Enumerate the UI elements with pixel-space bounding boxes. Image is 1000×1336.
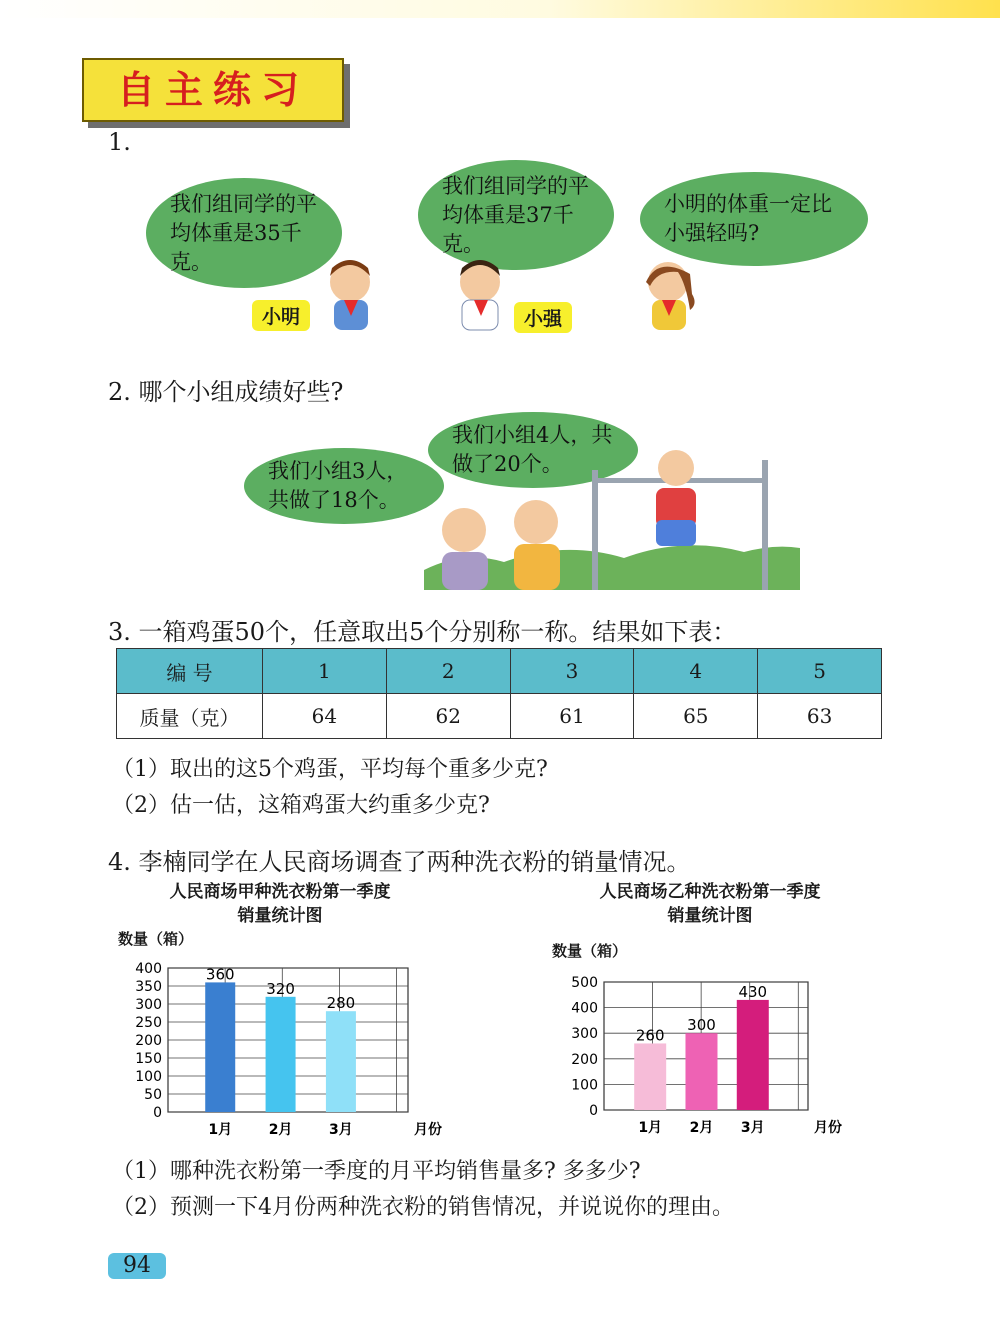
y-tick-label: 250: [135, 1015, 162, 1031]
top-color-bar: [0, 0, 1000, 18]
bar-value-label: 320: [266, 979, 295, 998]
q4-sub2: （2）预测一下4月份两种洗衣粉的销售情况，并说说你的理由。: [112, 1195, 734, 1220]
bar: [685, 1033, 717, 1110]
name-tag-xiaoming: 小明: [252, 300, 310, 331]
table-row-label: 质量（克）: [117, 694, 263, 739]
y-tick-label: 100: [571, 1077, 598, 1094]
y-tick-label: 300: [571, 1026, 598, 1043]
egg-weight-table: [116, 648, 882, 739]
table-id-cell: 5: [758, 649, 882, 694]
speech-bubble-2: 我们组同学的平均体重是37千克。: [418, 160, 614, 270]
section-title: 自主练习: [116, 68, 309, 112]
table-id-cell: 4: [634, 649, 758, 694]
chart-b-title-block: [540, 880, 880, 928]
table-id-cell: 1: [263, 649, 387, 694]
chart-a-title-block: [110, 880, 450, 928]
q3-question: 3. 一箱鸡蛋50个，任意取出5个分别称一称。结果如下表：: [108, 618, 737, 646]
x-tick-label: 2月: [689, 1120, 714, 1136]
pull-up-scene-illustration: [424, 440, 804, 590]
bar-value-label: 260: [635, 1026, 665, 1045]
x-tick-label: 3月: [740, 1120, 765, 1136]
bar: [634, 1043, 666, 1110]
y-tick-label: 400: [571, 1000, 598, 1017]
chart-b-ylabel: 数量（箱）: [552, 942, 628, 960]
girl-illustration: [628, 254, 718, 334]
y-tick-label: 400: [135, 961, 162, 977]
q3-sub1: （1）取出的这5个鸡蛋，平均每个重多少克?: [112, 757, 548, 782]
table-weight-cell: 63: [758, 694, 882, 739]
table-header-label: 编 号: [117, 649, 263, 694]
chart-a-title: 人民商场甲种洗衣粉第一季度: [169, 882, 391, 902]
y-tick-label: 0: [153, 1105, 162, 1121]
boy-xiaoming-illustration: [310, 254, 400, 334]
x-axis-label: 月份: [814, 1120, 842, 1136]
x-tick-label: 1月: [208, 1122, 233, 1138]
table-weight-cell: 64: [263, 694, 387, 739]
y-tick-label: 0: [589, 1103, 598, 1119]
y-tick-label: 500: [571, 975, 598, 991]
speech-bubble-1: 我们组同学的平均体重是35千克。: [146, 178, 342, 288]
name-tag-xiaoqiang: 小强: [514, 302, 572, 333]
section-title-banner: [82, 58, 344, 122]
bar-value-label: 430: [738, 982, 768, 1001]
x-axis-label: 月份: [414, 1122, 442, 1138]
y-tick-label: 50: [144, 1087, 162, 1103]
table-weight-cell: 61: [510, 694, 634, 739]
speech-bubble-group3: 我们小组3人，共做了18个。: [244, 448, 444, 524]
chart-b-title: 人民商场乙种洗衣粉第一季度: [599, 882, 821, 902]
y-tick-label: 200: [135, 1033, 162, 1049]
bar: [205, 982, 235, 1112]
y-tick-label: 300: [135, 997, 162, 1013]
bar: [737, 1000, 769, 1110]
y-tick-label: 150: [135, 1051, 162, 1067]
y-tick-label: 100: [135, 1069, 162, 1085]
page-number: 94: [108, 1253, 166, 1279]
q2-question: 2. 哪个小组成绩好些?: [108, 378, 344, 406]
bar: [326, 1011, 356, 1112]
table-id-cell: 2: [386, 649, 510, 694]
chart-a-svg: [100, 950, 460, 1150]
chart-b-svg: [540, 962, 900, 1152]
table-row: [117, 694, 882, 739]
table-weight-cell: 62: [386, 694, 510, 739]
speech-bubble-group4: 我们小组4人，共做了20个。: [428, 412, 638, 488]
x-tick-label: 2月: [268, 1122, 293, 1138]
table-header-row: [117, 649, 882, 694]
bar-value-label: 300: [687, 1016, 716, 1035]
chart-b-subtitle: 销量统计图: [667, 906, 753, 926]
chart-a-ylabel: 数量（箱）: [118, 930, 194, 948]
x-tick-label: 3月: [329, 1122, 353, 1138]
bar-value-label: 360: [205, 965, 235, 984]
y-tick-label: 200: [571, 1051, 598, 1068]
x-tick-label: 1月: [638, 1120, 663, 1136]
chart-a-subtitle: 销量统计图: [237, 906, 323, 926]
speech-bubble-3: 小明的体重一定比小强轻吗?: [640, 172, 868, 266]
q1-number: 1.: [108, 128, 131, 156]
table-weight-cell: 65: [634, 694, 758, 739]
bar: [266, 997, 296, 1112]
bar-value-label: 280: [326, 994, 356, 1013]
q4-question: 4. 李楠同学在人民商场调查了两种洗衣粉的销量情况。: [108, 848, 691, 876]
y-tick-label: 350: [135, 979, 162, 995]
q3-sub2: （2）估一估，这箱鸡蛋大约重多少克?: [112, 793, 490, 818]
q4-sub1: （1）哪种洗衣粉第一季度的月平均销售量多? 多多少?: [112, 1159, 641, 1184]
table-id-cell: 3: [510, 649, 634, 694]
